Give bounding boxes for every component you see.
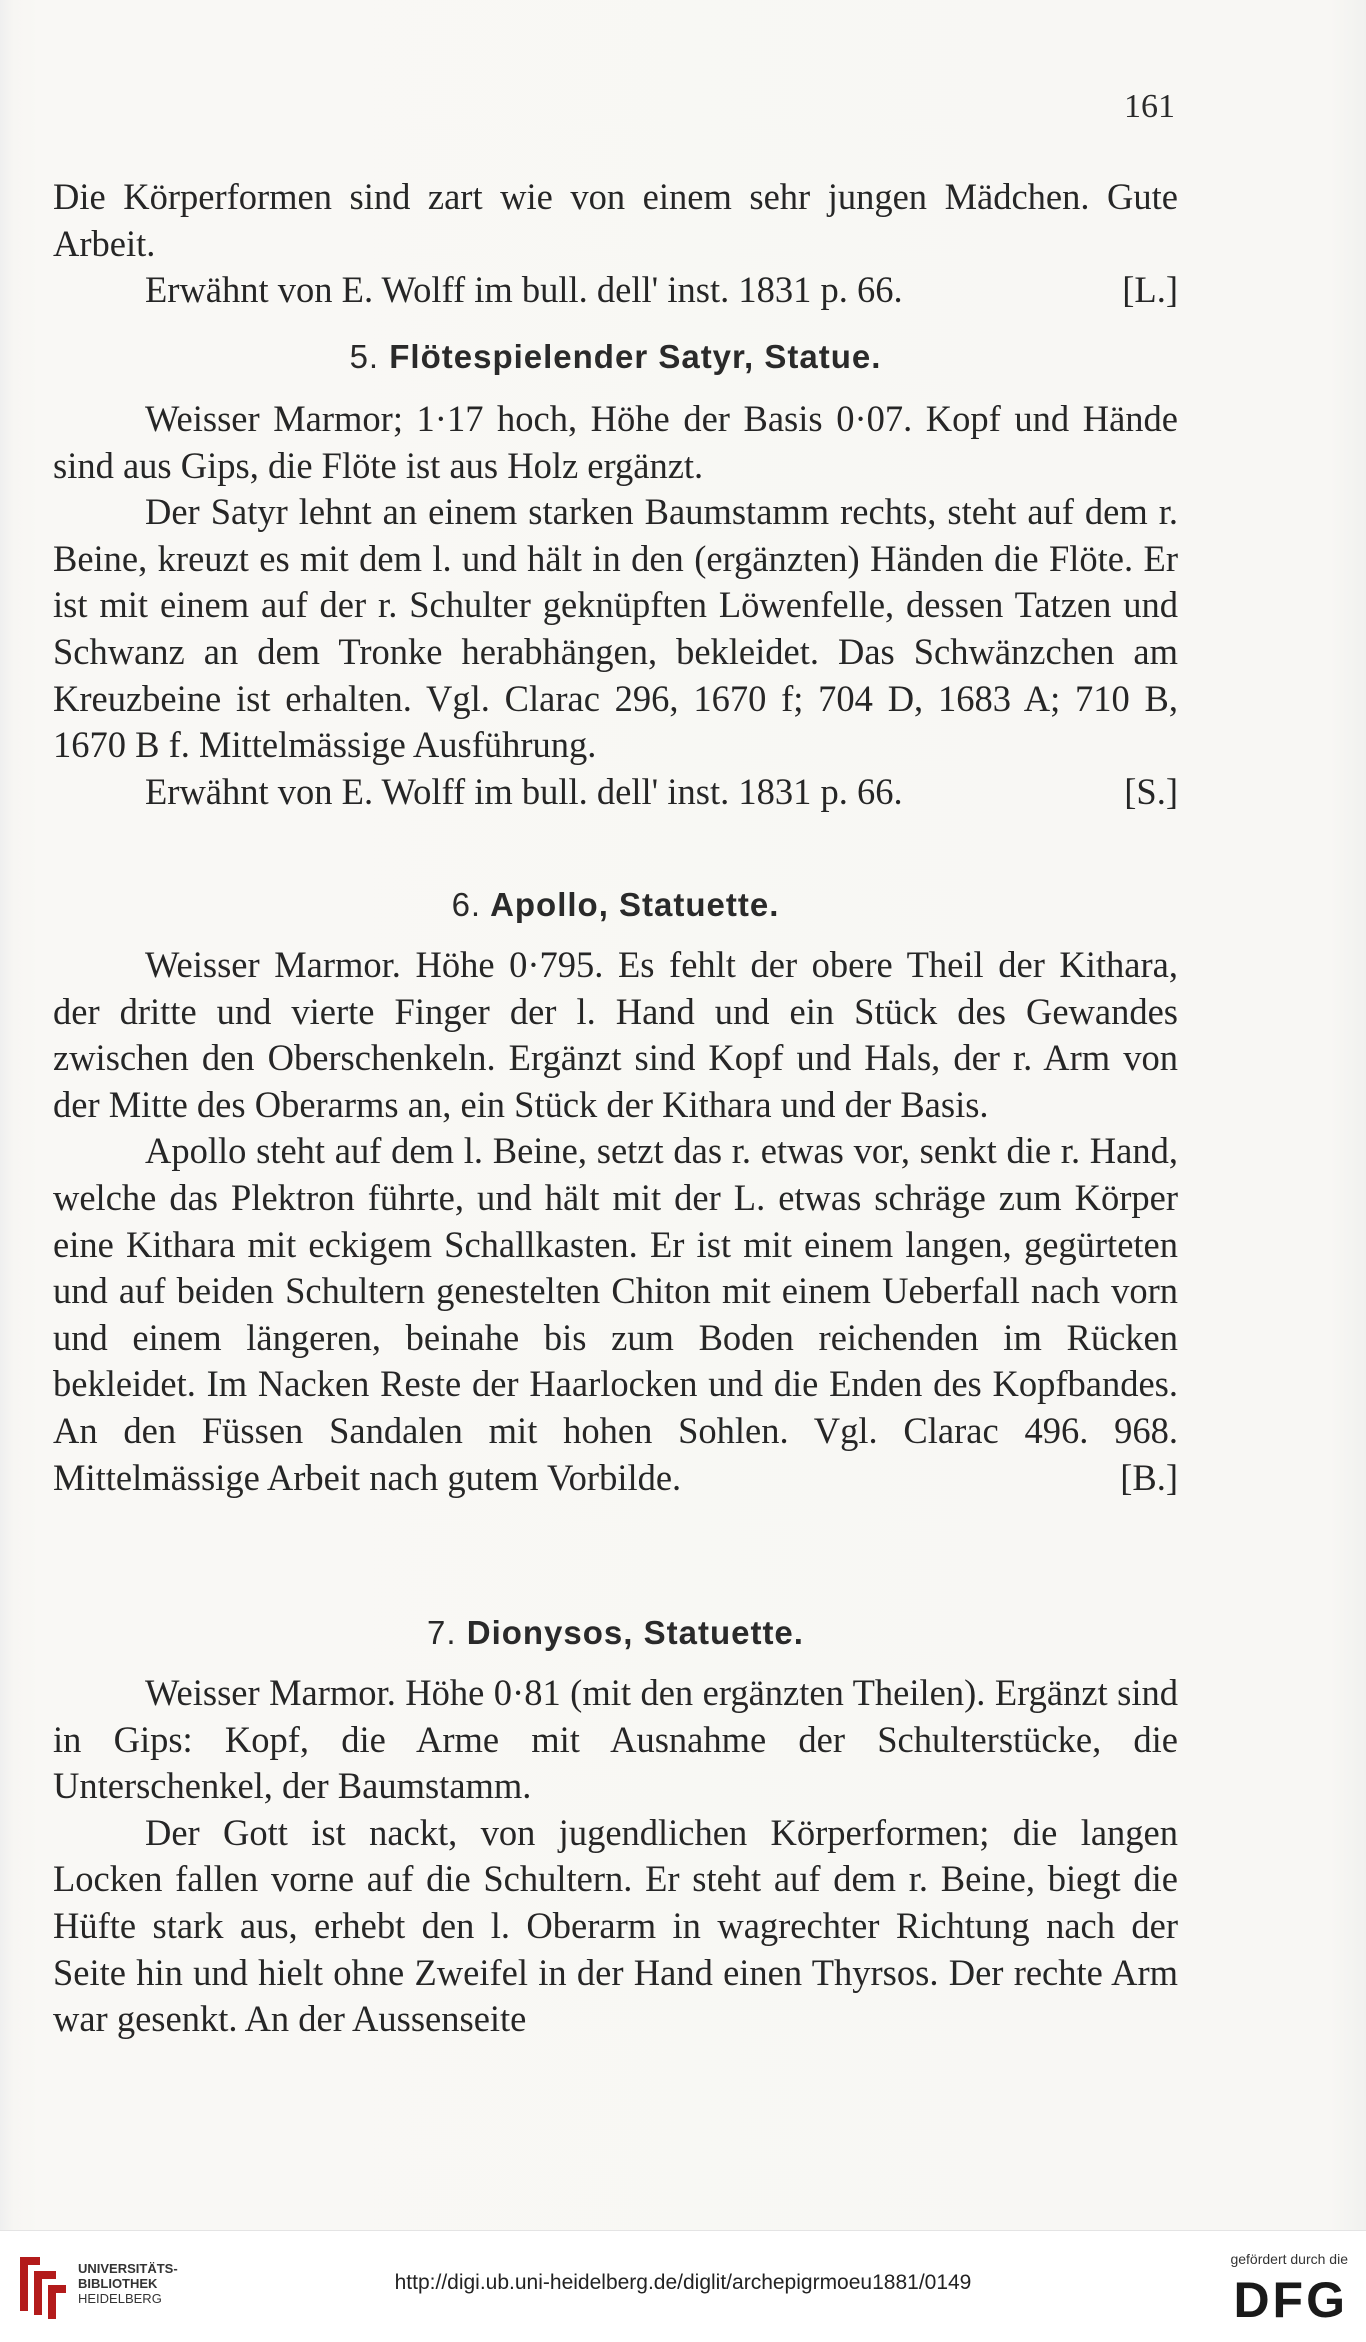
paragraph: Die Körperformen sind zart wie von einem sehr jungen Mädchen. Gute Arbeit. <box>53 176 1178 264</box>
paragraph: Erwähnt von E. Wolff im bull. dell' inst. 1831 p. 66. [L.] <box>53 267 1178 314</box>
section-heading-6: 6. Apollo, Statuette. <box>451 886 780 923</box>
text-block-intro <box>53 174 1178 314</box>
text-block-section-7 <box>53 1670 1178 2043</box>
paragraph: Apollo steht auf dem l. Beine, setzt das r. etwas vor, senkt die r. Hand, welche das Plektron führte, und hält mit der L. etwas schräge zum Körper eine Kithara mit eckigem Schallkasten. Er ist mit einem langen, gegürteten und auf beiden Schultern genestelten Chiton mit einem Ueberfall nach vorn und einem längeren, beinahe bis zum Boden reichenden im Rücken bekleidet. Im Nacken Reste der Haarlocken und die Enden des Kopfbandes. An den Füssen Sandalen mit hohen Sohlen. Vgl. Clarac 496. 968. Mittelmässige Arbeit nach gutem Vorbilde. [B.] <box>53 1128 1178 1501</box>
paragraph: Der Gott ist nackt, von jugendlichen Körperformen; die langen Locken fallen vorne auf die Schultern. Er steht auf dem r. Beine, biegt die Hüfte stark aus, erhebt den l. Oberarm in wagrechter Richtung nach der Seite hin und hielt ohne Zweifel in der Hand einen Thyrsos. Der rechte Arm war gesenkt. An der Aussenseite <box>53 1811 1178 2040</box>
paragraph: Erwähnt von E. Wolff im bull. dell' inst. 1831 p. 66. [S.] <box>53 769 1178 816</box>
text-block-section-6 <box>53 942 1178 1501</box>
permalink-url[interactable]: http://digi.ub.uni-heidelberg.de/diglit/archepigrmoeu1881/0149 <box>394 2271 972 2294</box>
page-number: 161 <box>1124 88 1175 125</box>
paragraph: Weisser Marmor; 1·17 hoch, Höhe der Basis 0·07. Kopf und Hände sind aus Gips, die Flöte ist aus Holz ergänzt. <box>53 398 1178 486</box>
library-name: UNIVERSITÄTS- BIBLIOTHEK HEIDELBERG <box>78 2261 178 2306</box>
paragraph: Der Satyr lehnt an einem starken Baumstamm rechts, steht auf dem r. Beine, kreuzt es mit dem l. und hält in den (ergänzten) Händen die Flöte. Er ist mit einem auf der r. Schulter geknüpften Löwenfelle, dessen Tatzen und Schwanz an dem Tronke herabhängen, bekleidet. Das Schwänzchen am Kreuzbeine ist erhalten. Vgl. Clarac 296, 1670 f; 704 D, 1683 A; 710 B, 1670 B f. Mittelmässige Ausführung. <box>53 491 1178 766</box>
footer-bar <box>0 2230 1366 2342</box>
paragraph: Weisser Marmor. Höhe 0·795. Es fehlt der obere Theil der Kithara, der dritte und vierte Finger der l. Hand und ein Stück des Gewandes zwischen den Oberschenkeln. Ergänzt sind Kopf und Hals, der r. Arm von der Mitte des Oberarms an, ein Stück der Kithara und der Basis. <box>53 944 1178 1125</box>
paragraph: Weisser Marmor. Höhe 0·81 (mit den ergänzten Theilen). Ergänzt sind in Gips: Kopf, die Arme mit Ausnahme der Schulterstücke, die Unterschenkel, der Baumstamm. <box>53 1672 1178 1807</box>
text-block-section-5 <box>53 396 1178 815</box>
section-heading-5: 5. Flötespielender Satyr, Statue. <box>349 338 882 375</box>
university-library-logo-icon <box>12 2251 72 2321</box>
funded-by-label: gefördert durch die <box>1230 2251 1348 2267</box>
author-initials: [S.] <box>1124 770 1178 812</box>
section-heading-7: 7. Dionysos, Statuette. <box>427 1614 804 1651</box>
author-initials: [L.] <box>1122 269 1178 311</box>
dfg-logo: DFG <box>1233 2272 1348 2328</box>
author-initials: [B.] <box>1120 1456 1178 1498</box>
